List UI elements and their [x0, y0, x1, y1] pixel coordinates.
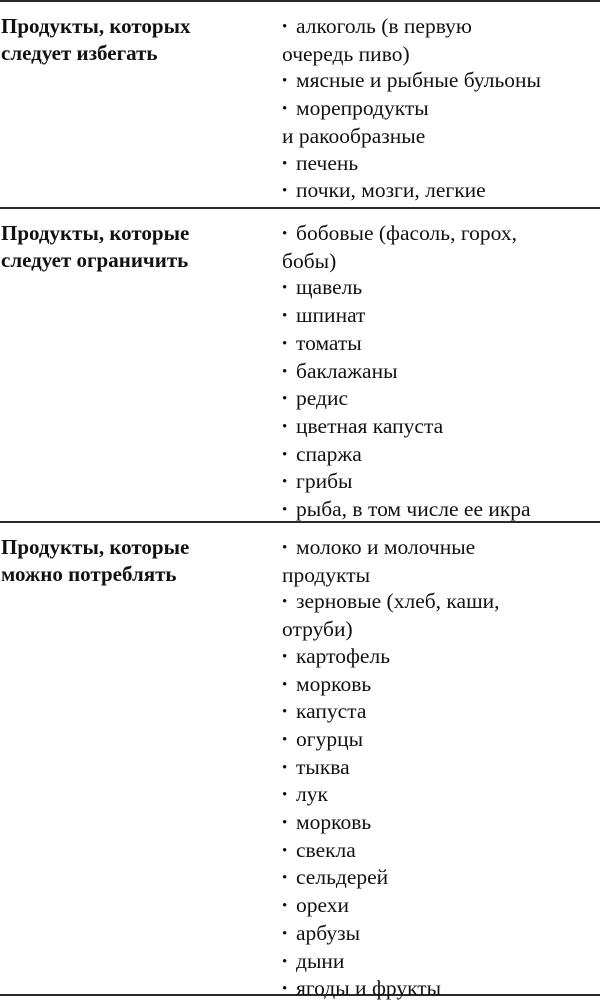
list-item-text: орехи — [296, 893, 350, 918]
list-item — [282, 864, 600, 892]
table-row-limit — [0, 209, 600, 523]
list-item-text: редис — [296, 386, 348, 411]
list-item-text: тыква — [296, 754, 350, 779]
bullet-icon: • — [282, 842, 288, 859]
bullet-icon: • — [282, 335, 288, 352]
list-item-text: грибы — [296, 469, 353, 494]
list-item-text: почки, мозги, легкие — [296, 178, 486, 203]
list-item — [282, 588, 600, 616]
list-item-text: печень — [296, 150, 359, 175]
list-item-text: рыба, в том числе ее икра — [296, 497, 531, 522]
items-cell — [282, 523, 600, 1001]
list-item — [282, 781, 600, 809]
list-item-text: морепродукты — [296, 96, 429, 121]
bullet-icon: • — [282, 815, 288, 832]
bullet-icon: • — [282, 925, 288, 942]
table-row-avoid — [0, 2, 600, 209]
bullet-icon: • — [282, 759, 288, 776]
bullet-icon: • — [282, 676, 288, 693]
bullet-icon: • — [282, 308, 288, 325]
list-item — [282, 13, 600, 41]
list-item — [282, 41, 600, 68]
list-item — [282, 809, 600, 837]
category-label-line: можно потреблять — [1, 561, 177, 586]
category-label-line: Продукты, которых — [1, 14, 191, 38]
list-item-text: очередь пиво) — [282, 41, 410, 66]
list-item — [282, 95, 600, 123]
list-item — [282, 496, 600, 524]
bullet-icon: • — [282, 280, 288, 297]
list-item-text: цветная капуста — [296, 413, 444, 438]
bullet-icon: • — [282, 502, 288, 519]
list-item-text: лук — [296, 782, 328, 807]
list-item-text: баклажаны — [296, 358, 398, 383]
bullet-icon: • — [282, 870, 288, 887]
list-item — [282, 616, 600, 643]
bullet-icon: • — [282, 981, 288, 998]
items-cell — [282, 209, 600, 521]
list-item-text: бобовые (фасоль, горох, — [296, 221, 517, 245]
list-item — [282, 358, 600, 386]
list-item — [282, 177, 600, 205]
bullet-icon: • — [282, 953, 288, 970]
list-item — [282, 248, 600, 275]
list-item-text: ягоды и фрукты — [296, 976, 442, 1001]
category-cell — [0, 523, 282, 994]
list-item-text: сельдерей — [296, 865, 389, 890]
list-item — [282, 413, 600, 441]
list-item — [282, 975, 600, 1003]
items-cell — [282, 2, 600, 207]
list-item-text: шпинат — [296, 303, 366, 328]
list-item-text: свекла — [296, 837, 356, 862]
list-item — [282, 698, 600, 726]
bullet-icon: • — [282, 183, 288, 200]
bullet-icon: • — [282, 418, 288, 435]
list-item — [282, 948, 600, 976]
category-cell — [0, 2, 282, 207]
list-item — [282, 534, 600, 562]
list-item — [282, 441, 600, 469]
bullet-icon: • — [282, 540, 288, 556]
list-item-text: мясные и рыбные бульоны — [296, 68, 541, 93]
list-item — [282, 754, 600, 782]
list-item — [282, 562, 600, 589]
list-item-text: дыни — [296, 948, 345, 973]
bullet-icon: • — [282, 898, 288, 915]
list-item — [282, 274, 600, 302]
list-item — [282, 302, 600, 330]
list-item — [282, 671, 600, 699]
list-item-text: морковь — [296, 671, 372, 696]
list-item-text: спаржа — [296, 441, 362, 466]
category-label-line: следует ограничить — [1, 247, 189, 272]
bullet-icon: • — [282, 226, 288, 242]
list-item-text: и ракообразные — [282, 123, 426, 148]
list-item-text: капуста — [296, 699, 367, 724]
bullet-icon: • — [282, 704, 288, 721]
list-item-text: арбузы — [296, 920, 361, 945]
bullet-icon: • — [282, 73, 288, 90]
list-item — [282, 220, 600, 248]
list-item-text: картофель — [296, 643, 390, 668]
list-item — [282, 123, 600, 150]
bullet-icon: • — [282, 19, 288, 35]
list-item — [282, 726, 600, 754]
list-item-text: томаты — [296, 330, 362, 355]
list-item — [282, 150, 600, 178]
bullet-icon: • — [282, 101, 288, 118]
list-item-text: огурцы — [296, 726, 364, 751]
bullet-icon: • — [282, 155, 288, 172]
bullet-icon: • — [282, 787, 288, 804]
list-item-text: морковь — [296, 810, 372, 835]
list-item — [282, 643, 600, 671]
list-item-text: отруби) — [282, 617, 353, 642]
list-item — [282, 67, 600, 95]
list-item-text: бобы) — [282, 248, 337, 273]
list-item-text: продукты — [282, 562, 371, 587]
category-label-line: следует избегать — [1, 40, 158, 65]
list-item-text: молоко и молочные — [296, 535, 476, 559]
bullet-icon: • — [282, 446, 288, 463]
table-row-allowed — [0, 523, 600, 1001]
bullet-icon: • — [282, 594, 288, 611]
bullet-icon: • — [282, 648, 288, 665]
bullet-icon: • — [282, 363, 288, 380]
list-item — [282, 468, 600, 496]
list-item-text: зерновые (хлеб, каши, — [296, 589, 500, 614]
bullet-icon: • — [282, 731, 288, 748]
category-label-line: Продукты, которые — [1, 221, 190, 245]
bullet-icon: • — [282, 391, 288, 408]
list-item — [282, 385, 600, 413]
category-label-line: Продукты, которые — [1, 535, 190, 559]
bullet-icon: • — [282, 474, 288, 491]
list-item — [282, 837, 600, 865]
list-item-text: алкоголь (в первую — [296, 14, 472, 38]
list-item — [282, 892, 600, 920]
category-cell — [0, 209, 282, 521]
list-item-text: щавель — [296, 275, 363, 300]
list-item — [282, 330, 600, 358]
list-item — [282, 920, 600, 948]
